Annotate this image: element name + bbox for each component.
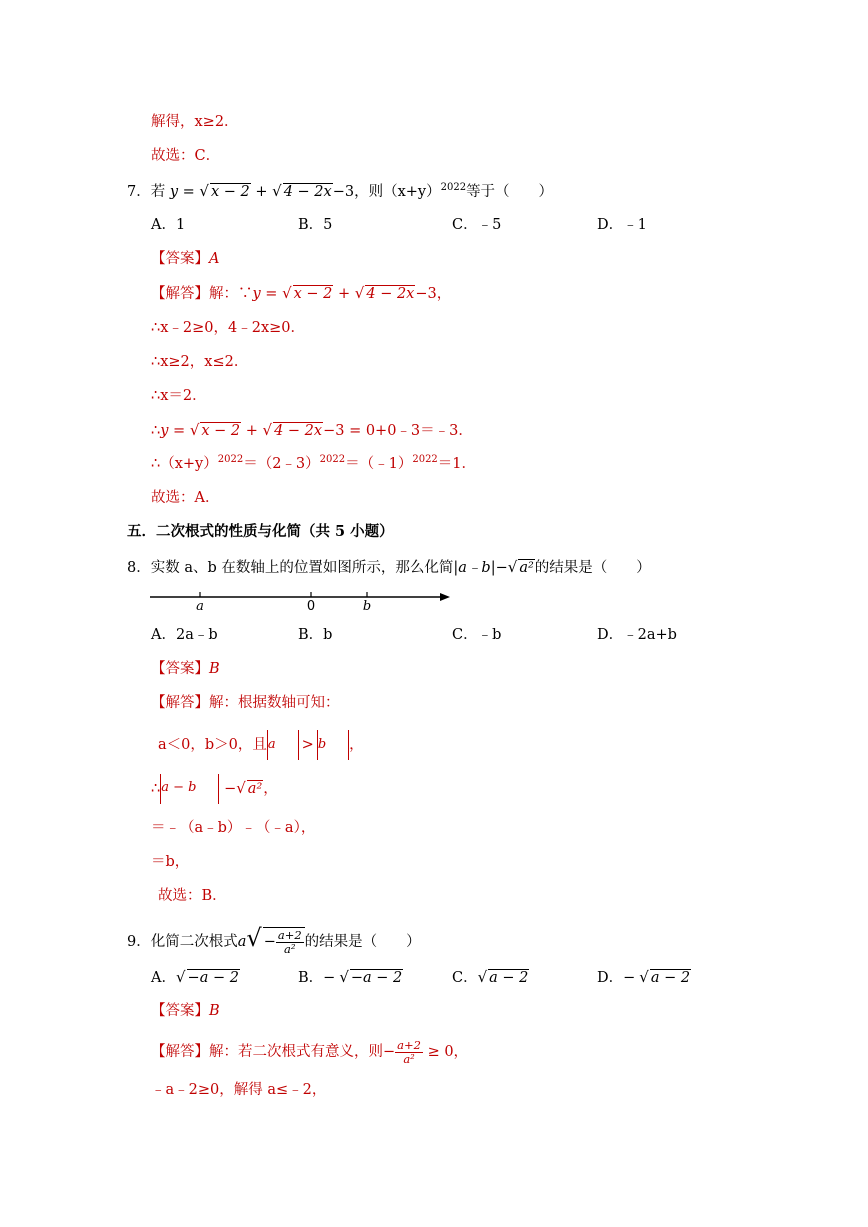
arrow-icon xyxy=(440,593,450,601)
radicand: x − 2 xyxy=(210,184,250,200)
option-d: D．﹣2a+b xyxy=(597,627,677,643)
option-a: A．2a﹣b xyxy=(151,627,218,643)
question-8-stem: 8．实数 a、b 在数轴上的位置如图所示，那么化简|a﹣b|−√ a²的结果是（ ） xyxy=(127,558,651,576)
option-c: C．﹣b xyxy=(452,627,502,643)
solution-line: ＝﹣（a﹣b）﹣（﹣a）， xyxy=(151,820,316,836)
option-a: A．√ −a − 2 xyxy=(151,968,239,986)
number-line-figure xyxy=(148,588,454,614)
conclusion-line: 故选：B． xyxy=(158,888,227,904)
solution-line: ∴x≥2，x≤2． xyxy=(151,354,249,370)
option-b: B．− √ −a − 2 xyxy=(298,968,403,986)
option-b: B．5 xyxy=(298,217,333,233)
label-a: a xyxy=(196,599,204,614)
solution-line: 【解答】解：根据数轴可知： xyxy=(151,695,340,711)
solution-line: $\therefore(x+y)^{2022}=(2﹣3)^{2022}=(﹣1)^{2022}=1$． xyxy=(151,454,477,472)
conclusion-line: 故选：C． xyxy=(151,148,221,164)
solution-line: ∴y = √ x − 2 + √ 4 − 2x−3 = 0+0﹣3＝﹣3． xyxy=(151,421,473,439)
question-7-stem: 7．若 y = √ x − 2 + √ 4 − 2x−3，则$(x+y)^{2022}$等于（ ） xyxy=(127,182,554,200)
option-c: C．√ a − 2 xyxy=(452,968,529,986)
answer-label: 【答案】 xyxy=(151,251,209,267)
question-number: 7． xyxy=(127,184,151,200)
solution-line: ∴x＝2． xyxy=(151,388,207,404)
option-c: C．﹣5 xyxy=(452,217,502,233)
solution-label: 【解答】 xyxy=(151,1044,209,1060)
answer-value: A xyxy=(209,251,220,267)
solution-line: ＝b， xyxy=(151,854,190,870)
answer-label: 【答案】 xyxy=(151,661,209,677)
section-title: 五．二次根式的性质与化简（共 5 小题） xyxy=(127,523,394,540)
solution-line: 【解答】解：若二次根式有意义，则− $\frac{a+2}{\text{a²}}$ ≥ 0， xyxy=(151,1037,469,1066)
solution-line: ﹣a﹣2≥0，解得 a≤﹣2， xyxy=(151,1082,327,1098)
question-number: 8． xyxy=(127,560,151,576)
answer-value: B xyxy=(209,1003,220,1019)
label-b: b xyxy=(362,599,372,614)
label-zero: 0 xyxy=(306,599,316,614)
conclusion-line: 故选：A． xyxy=(151,490,220,506)
solution-line: ∴a − b −√ a²， xyxy=(151,773,278,804)
option-d: D．− √ a − 2 xyxy=(597,968,691,986)
solution-line: 解得，x≥2． xyxy=(151,114,239,130)
question-number: 9． xyxy=(127,934,151,950)
solution-line: ∴x﹣2≥0，4﹣2x≥0． xyxy=(151,320,306,336)
option-b: B．b xyxy=(298,627,333,643)
answer-line xyxy=(151,659,220,679)
radicand: 4 − 2x xyxy=(283,184,332,200)
question-9-stem: 9．化简二次根式a√ − $\frac{a+2}{\text{a²}}$ 的结果是（ ） xyxy=(127,924,421,956)
solution-line: a＜0，b＞0，且a > b ， xyxy=(158,730,364,760)
answer-line xyxy=(151,1001,220,1021)
solution-line: 【解答】解：∵y = √ x − 2 + √ 4 − 2x−3， xyxy=(151,284,452,302)
answer-line xyxy=(151,249,219,269)
solution-label: 【解答】 xyxy=(151,286,209,302)
option-d: D．﹣1 xyxy=(597,217,647,233)
answer-value: B xyxy=(209,661,220,677)
option-a: A．1 xyxy=(151,217,186,233)
answer-label: 【答案】 xyxy=(151,1003,209,1019)
solution-label: 【解答】 xyxy=(151,695,209,711)
